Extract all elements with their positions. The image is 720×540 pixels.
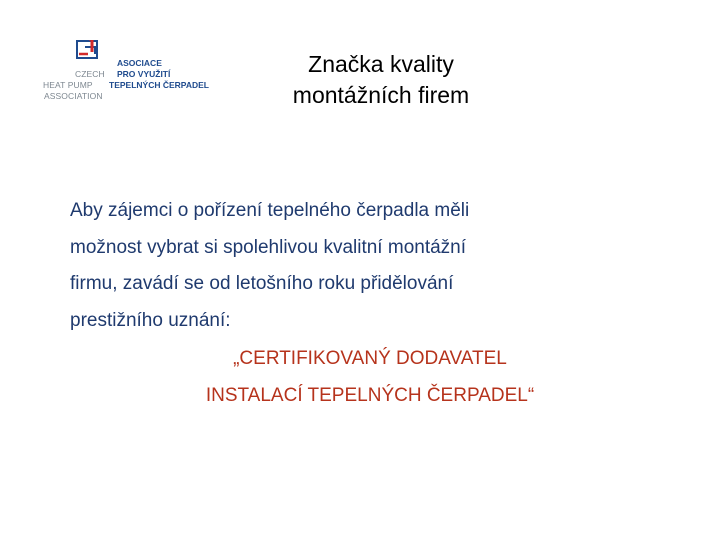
body-paragraph	[70, 193, 670, 339]
logo-text-association: ASSOCIATION	[44, 91, 103, 101]
logo-text-pro-vyuziti: PRO VYUŽITÍ	[117, 69, 171, 79]
logo-text-asociace: ASOCIACE	[117, 58, 162, 68]
association-logo	[43, 38, 243, 106]
slide-title	[236, 49, 526, 111]
logo-text-heat-pump: HEAT PUMP	[43, 80, 93, 90]
certificate-line-2: INSTALACÍ TEPELNÝCH ČERPADEL“	[205, 384, 535, 406]
slide-title-line-2: montážních firem	[292, 82, 470, 108]
body-line-3: firmu, zavádí se od letošního roku přidělování	[70, 273, 454, 294]
heat-pump-logo-icon	[76, 40, 104, 60]
body-line-2: možnost vybrat si spolehlivou kvalitní montážní	[70, 236, 467, 258]
slide-title-line-1: Značka kvality	[308, 51, 454, 77]
logo-text-tepelnych-cerpadel: TEPELNÝCH ČERPADEL	[109, 80, 209, 90]
certificate-line-1: „CERTIFIKOVANÝ DODAVATEL	[233, 348, 507, 369]
certificate-name	[120, 341, 620, 414]
logo-text-czech: CZECH	[75, 69, 105, 79]
body-line-4: prestižního uznání:	[70, 309, 231, 331]
body-line-1: Aby zájemci o pořízení tepelného čerpadla měli	[70, 200, 470, 221]
